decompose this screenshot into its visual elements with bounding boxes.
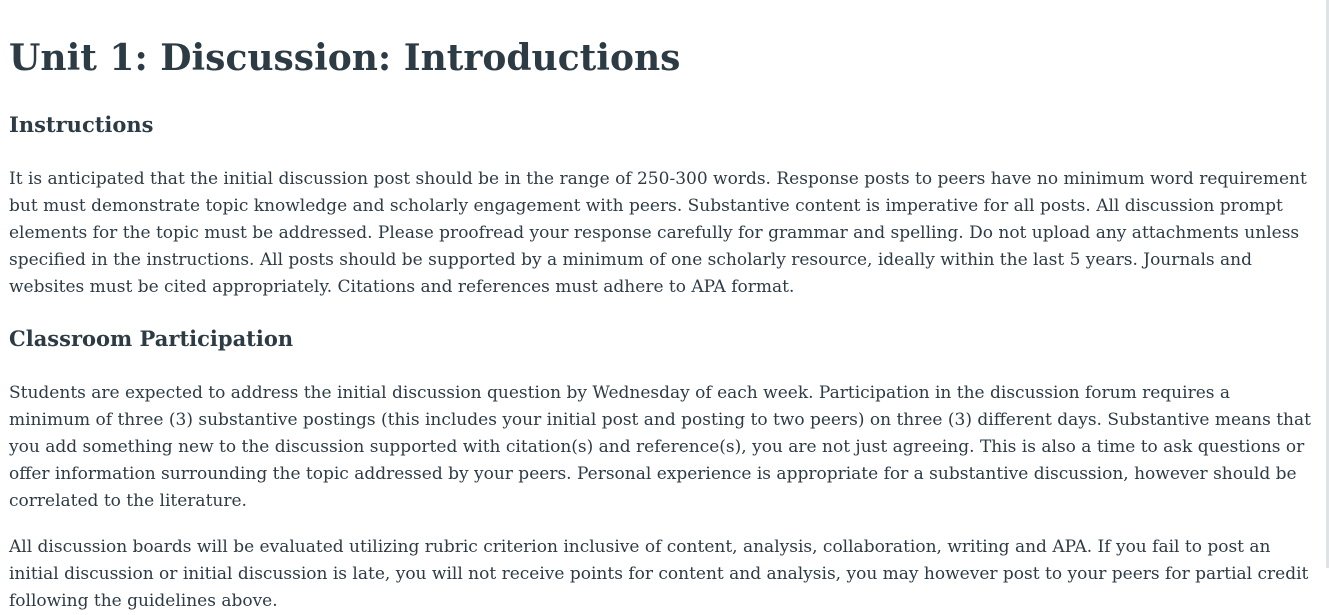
page-title: Unit 1: Discussion: Introductions bbox=[9, 37, 681, 79]
participation-heading: Classroom Participation bbox=[9, 326, 294, 351]
participation-paragraph-1: Students are expected to address the initial discussion question by Wednesday of each week. Participation in the discussion forum requires a minimum of three (3) substantive postings (this includes your initial post and posting to two peers) on three (3) different days. Substantive means that you add something new to the discussion supported with citation(s) and reference(s), you are not just agreeing. This is also a time to ask questions or offer information surrounding the topic addressed by your peers. Personal experience is appropriate for a substantive discussion, however should be correlated to the literature. bbox=[9, 383, 1311, 511]
participation-paragraph-2: All discussion boards will be evaluated utilizing rubric criterion inclusive of content, analysis, collaboration, writing and APA. If you fail to post an initial discussion or initial discussion is late, you will not receive points for content and analysis, you may however post to your peers for partial credit following the guidelines above. bbox=[9, 537, 1309, 611]
instructions-heading: Instructions bbox=[9, 112, 154, 137]
instructions-paragraph: It is anticipated that the initial discussion post should be in the range of 250-300 words. Response posts to peers have no minimum word requirement but must demonstrate topic knowledge and scholarly engagement with peers. Substantive content is imperative for all posts. All discussion prompt elements for the topic must be addressed. Please proofread your response carefully for grammar and spelling. Do not upload any attachments unless specified in the instructions. All posts should be supported by a minimum of one scholarly resource, ideally within the last 5 years. Journals and websites must be cited appropriately. Citations and references must adhere to APA format. bbox=[9, 169, 1307, 297]
discussion-content bbox=[9, 0, 1314, 615]
